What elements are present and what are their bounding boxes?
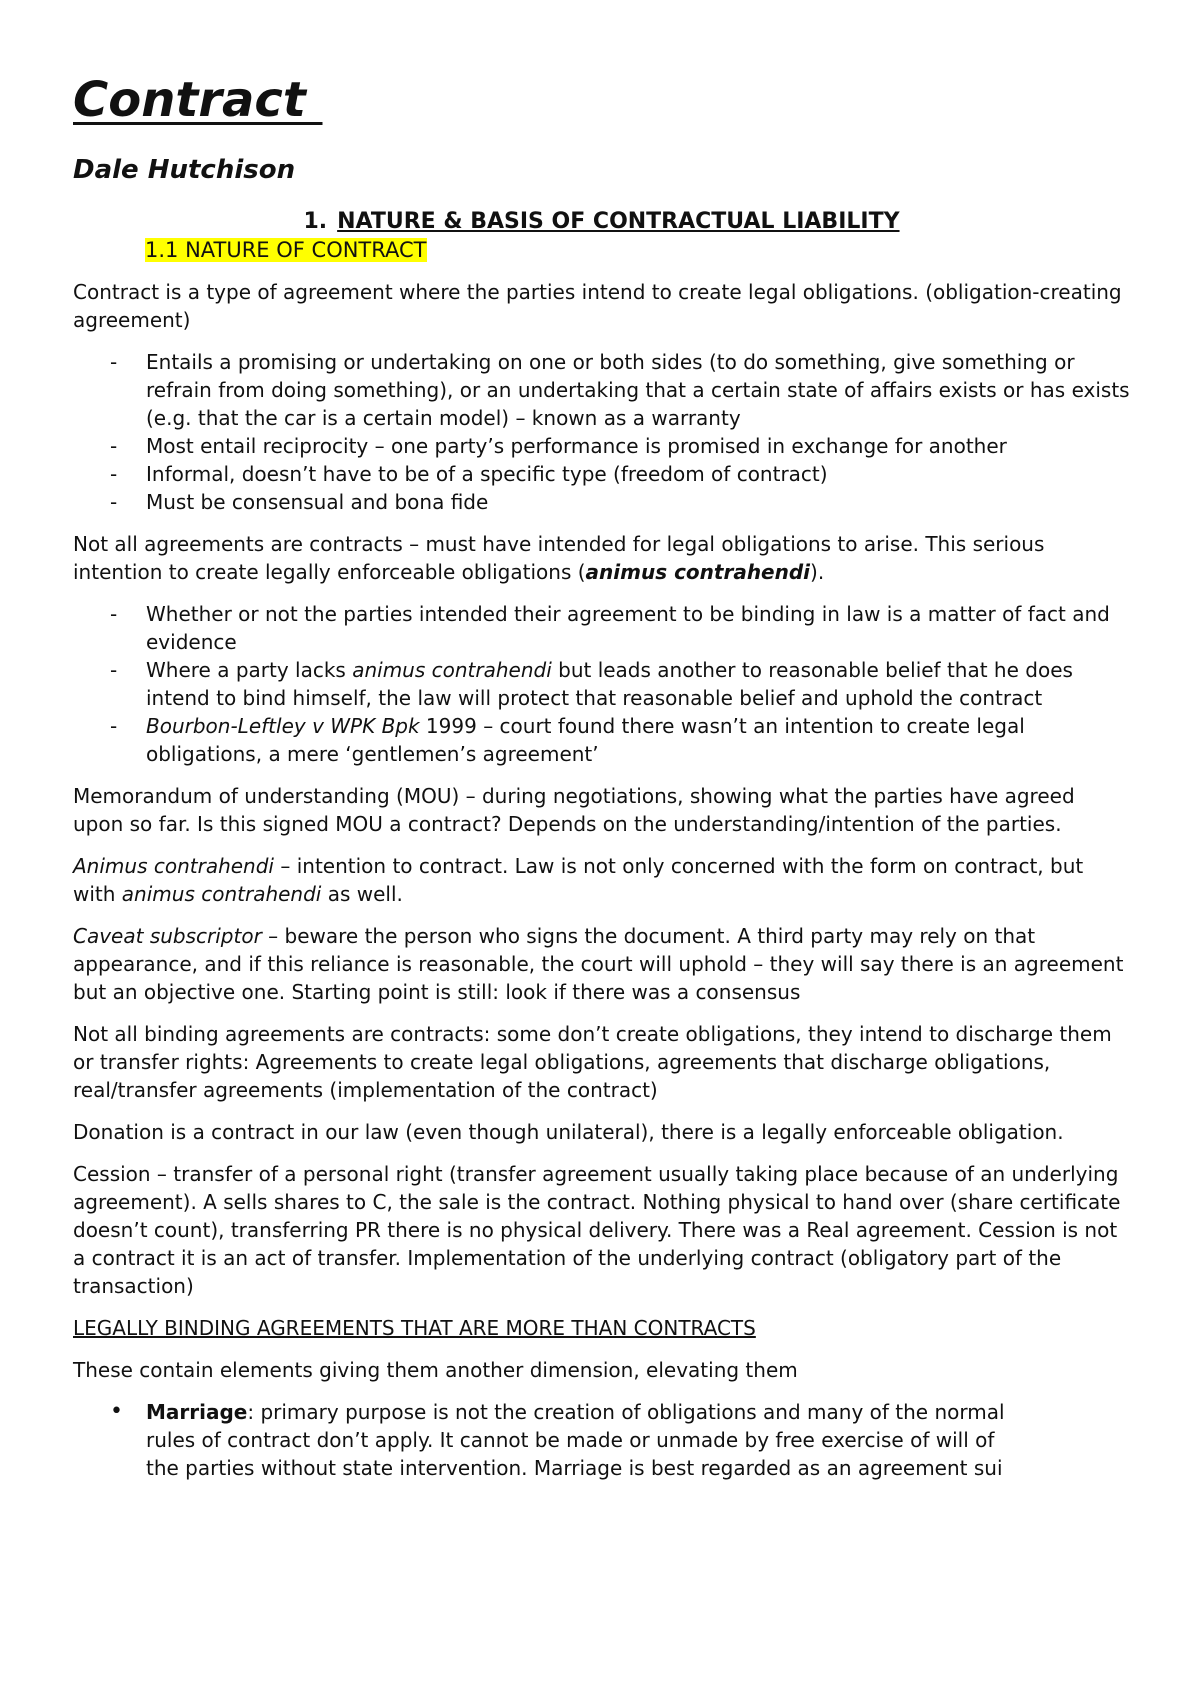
list-item bbox=[73, 460, 1130, 488]
bold-term: Marriage bbox=[146, 1400, 248, 1424]
paragraph-binding-agreements: Not all binding agreements are contracts: some don’t create obligations, they intend to discharge them or transfer rights: Agreements to create legal obligations, agreements that discharge obligations, real/transfer agreements (implementation of the contract) bbox=[73, 1022, 1112, 1102]
document-title: Contract bbox=[73, 72, 323, 128]
list-intention bbox=[73, 600, 1130, 768]
italic-term: Caveat subscriptor bbox=[73, 924, 262, 948]
dash-marker: - bbox=[110, 714, 118, 738]
dash-marker: - bbox=[110, 462, 118, 486]
list-item-line: rules of contract don’t apply. It cannot be made or unmade by free exercise of will of bbox=[146, 1428, 995, 1452]
list-item-text: Most entail reciprocity – one party’s performance is promised in exchange for another bbox=[146, 434, 1007, 458]
paragraph-cession: Cession – transfer of a personal right (transfer agreement usually taking place because of an underlying agreement). A sells shares to C, the sale is the contract. Nothing physical to hand over (share certificate doesn’t count), transferring PR there is no physical delivery. There was a Real agreement. Cession is not a contract it is an act of transfer. Implementation of the underlying contract (obligatory part of the transaction) bbox=[73, 1162, 1121, 1298]
text-run: but leads another to reasonable belief that he does intend to bind himself, the law will protect that reasonable belief and uphold the contract bbox=[146, 658, 1073, 710]
text-run: ). bbox=[810, 560, 825, 584]
list-item-line bbox=[146, 1398, 1130, 1426]
list-item bbox=[73, 712, 1130, 768]
section-heading-1 bbox=[73, 208, 1130, 236]
text-run: Not all agreements are contracts – must have intended for legal obligations to arise. This serious intention to create legally enforceable obligations ( bbox=[73, 532, 1045, 584]
list-item bbox=[73, 348, 1130, 432]
list-item-text: Informal, doesn’t have to be of a specific type (freedom of contract) bbox=[146, 462, 828, 486]
italic-term: animus contrahendi bbox=[352, 658, 552, 682]
dash-marker: - bbox=[110, 350, 118, 374]
text-run: – beware the person who signs the document. A third party may rely on that appearance, and if this reliance is reasonable, the court will uphold – they will say there is an agreement but an objective one. Starting point is still: look if there was a consensus bbox=[73, 924, 1124, 1004]
emphasis-term: animus contrahendi bbox=[585, 560, 811, 584]
list-item-text: Entails a promising or undertaking on one or both sides (to do something, give something or refrain from doing something), or an undertaking that a certain state of affairs exists or has exists (e.g. that the car is a certain model) – known as a warranty bbox=[146, 350, 1130, 430]
paragraph-animus-contrahendi bbox=[73, 530, 1130, 586]
dash-marker: - bbox=[110, 602, 118, 626]
dash-marker: - bbox=[110, 490, 118, 514]
subsection-heading bbox=[145, 236, 1130, 264]
paragraph-mou: Memorandum of understanding (MOU) – during negotiations, showing what the parties have agreed upon so far. Is this signed MOU a contract? Depends on the understanding/intention of the parties. bbox=[73, 784, 1075, 836]
list-agreement-types bbox=[73, 1398, 1130, 1482]
list-item bbox=[73, 656, 1130, 712]
italic-term: animus contrahendi bbox=[121, 882, 322, 906]
list-item-text: Must be consensual and bona fide bbox=[146, 490, 489, 514]
dash-marker: - bbox=[110, 434, 118, 458]
case-name: Bourbon-Leftley v WPK Bpk bbox=[146, 714, 420, 738]
dash-marker: - bbox=[110, 658, 118, 682]
subheading-more-than-contracts: LEGALLY BINDING AGREEMENTS THAT ARE MORE THAN CONTRACTS bbox=[73, 1316, 756, 1340]
text-run: : primary purpose is not the creation of obligations and many of the normal bbox=[247, 1400, 1005, 1424]
paragraph-contract-definition: Contract is a type of agreement where the parties intend to create legal obligations. (obligation-creating agreement) bbox=[73, 280, 1122, 332]
subsection-title-highlighted: 1.1 NATURE OF CONTRACT bbox=[145, 238, 427, 262]
paragraph-donation: Donation is a contract in our law (even though unilateral), there is a legally enforceable obligation. bbox=[73, 1120, 1064, 1144]
list-item bbox=[73, 600, 1130, 656]
paragraph-intention-to-contract bbox=[73, 852, 1130, 908]
text-run: as well. bbox=[321, 882, 403, 906]
section-number: 1. bbox=[303, 209, 328, 234]
list-item bbox=[73, 488, 1130, 516]
bullet-marker: • bbox=[110, 1399, 123, 1424]
text-run: 1999 – court found there wasn’t an intention to create legal obligations, a mere ‘gentlemen’s agreement’ bbox=[146, 714, 1025, 766]
text-run: Where a party lacks bbox=[146, 658, 353, 682]
paragraph-elevating: These contain elements giving them another dimension, elevating them bbox=[73, 1358, 798, 1382]
section-title: NATURE & BASIS OF CONTRACTUAL LIABILITY bbox=[337, 209, 900, 234]
text-run: – intention to contract. Law is not only concerned with the form on contract, but with bbox=[73, 854, 1084, 906]
paragraph-caveat-subscriptor bbox=[73, 922, 1130, 1006]
italic-term: Animus contrahendi bbox=[73, 854, 274, 878]
document-author: Dale Hutchison bbox=[73, 155, 296, 185]
list-contract-features bbox=[73, 348, 1130, 516]
list-item bbox=[73, 432, 1130, 460]
list-item-text: Whether or not the parties intended their agreement to be binding in law is a matter of fact and evidence bbox=[146, 602, 1110, 654]
list-item bbox=[73, 1398, 1130, 1482]
list-item-line: the parties without state intervention. Marriage is best regarded as an agreement sui bbox=[146, 1456, 1003, 1480]
